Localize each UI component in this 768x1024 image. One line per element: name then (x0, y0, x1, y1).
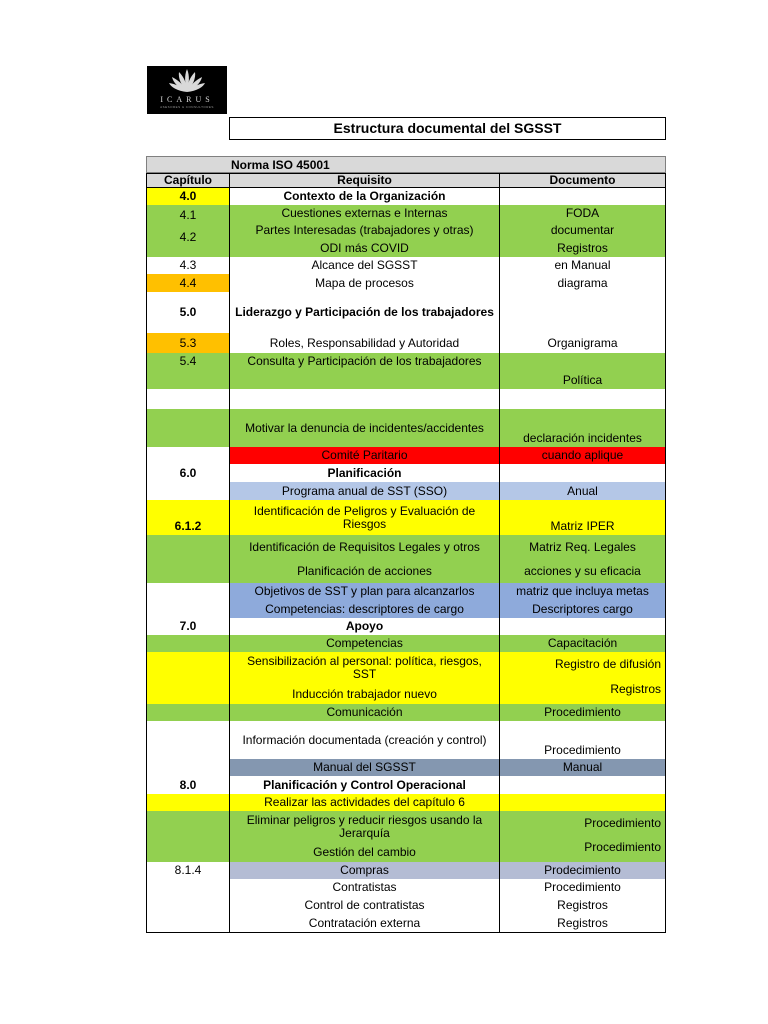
documento-text: en Manual (554, 258, 611, 272)
requisito-text: Roles, Responsabilidad y Autoridad (269, 335, 460, 350)
documento-text: Procedimiento (584, 840, 661, 855)
header-capitulo: Capítulo (146, 173, 229, 188)
cell-documento (499, 811, 666, 862)
logo-tagline: ASESORES & CONSULTORES (160, 105, 214, 109)
table-row (146, 618, 666, 635)
company-logo (147, 66, 227, 114)
cell-documento (499, 333, 666, 353)
cell-requisito (229, 500, 499, 535)
logo-brand-name: ICARUS (160, 95, 214, 104)
requisito-text: ODI más COVID (320, 240, 409, 255)
cell-requisito (229, 188, 499, 205)
cell-capitulo (146, 811, 229, 862)
table-row (146, 409, 666, 447)
cell-requisito (229, 721, 499, 759)
table-row (146, 482, 666, 500)
requisito-text: Realizar las actividades del capítulo 6 (264, 795, 465, 809)
requisito-text: Inducción trabajador nuevo (292, 686, 437, 701)
cell-capitulo: 5.3 (146, 333, 229, 353)
table-row (146, 333, 666, 353)
cell-capitulo: 5.4 (146, 353, 229, 389)
table-row (146, 257, 666, 274)
cell-documento (499, 759, 666, 776)
documento-text: FODA (565, 206, 600, 221)
cell-documento (499, 353, 666, 389)
requisito-text: Control de contratistas (304, 897, 425, 912)
cell-documento (499, 464, 666, 482)
cell-requisito (229, 811, 499, 862)
cell-documento (499, 389, 666, 409)
documento-text: Procedimiento (544, 743, 621, 757)
cell-requisito (229, 618, 499, 635)
documento-text: declaración incidentes (523, 431, 642, 445)
requisito-text: Información documentada (creación y control) (242, 732, 487, 747)
table-row (146, 353, 666, 389)
table-body (146, 188, 666, 933)
documento-text: acciones y su eficacia (524, 563, 641, 578)
table-row (146, 274, 666, 292)
cell-capitulo (146, 652, 229, 704)
table-row (146, 794, 666, 811)
cell-documento (499, 292, 666, 333)
cell-requisito (229, 652, 499, 704)
cell-capitulo (146, 635, 229, 652)
documento-text: Registro de difusión (554, 657, 661, 671)
cell-capitulo (146, 205, 229, 257)
cell-capitulo: 8.0 (146, 776, 229, 794)
cell-requisito (229, 333, 499, 353)
header-requisito: Requisito (229, 173, 499, 188)
cell-capitulo: 6.1.2 (146, 500, 229, 535)
cell-documento (499, 257, 666, 274)
requisito-text: Consulta y Participación de los trabajadores (247, 354, 482, 368)
cell-documento (499, 482, 666, 500)
table-row (146, 704, 666, 721)
requisito-text: Apoyo (345, 619, 384, 633)
documento-text: documentar (550, 223, 615, 238)
table-row (146, 635, 666, 652)
documento-text: Prodecimiento (544, 863, 621, 877)
cell-requisito (229, 389, 499, 409)
cell-requisito (229, 409, 499, 447)
table-row (146, 652, 666, 704)
cell-capitulo: 4.3 (146, 257, 229, 274)
cell-capitulo (146, 794, 229, 811)
requisito-text: Sensibilización al personal: política, riesgos, SST (247, 654, 482, 682)
requisito-text: Gestión del cambio (313, 845, 416, 859)
cell-documento (499, 618, 666, 635)
cell-documento (499, 879, 666, 932)
documento-text: Procedimiento (544, 880, 621, 895)
requisito-text: Planificación y Control Operacional (263, 777, 466, 792)
requisito-text: Eliminar peligros y reducir riesgos usando la Jerarquía (246, 813, 483, 840)
cell-documento (499, 205, 666, 257)
table-row (146, 862, 666, 879)
documento-text: diagrama (557, 275, 608, 290)
documento-text: cuando aplique (541, 448, 624, 462)
leaf-logo-icon (147, 66, 227, 96)
documento-text: matriz que incluya metas (516, 584, 649, 599)
requisito-text: Planificación (327, 465, 402, 480)
cell-requisito (229, 292, 499, 333)
table-row (146, 500, 666, 535)
table-row (146, 535, 666, 583)
cell-capitulo (146, 535, 229, 583)
requisito-text: Objetivos de SST y plan para alcanzarlos (254, 584, 475, 599)
requisito-text: Comité Paritario (321, 448, 408, 462)
table-header-row (146, 173, 666, 188)
cell-capitulo (146, 583, 229, 618)
norma-label: Norma ISO 45001 (231, 158, 330, 172)
documento-text: Capacitación (547, 636, 618, 650)
table-row (146, 447, 666, 464)
capitulo-text: 4.2 (179, 229, 197, 244)
requisito-text: Motivar la denuncia de incidentes/accidentes (245, 420, 484, 435)
documento-text: Política (562, 373, 603, 387)
table-row (146, 721, 666, 759)
documento-text: Descriptores cargo (532, 601, 633, 616)
cell-requisito (229, 759, 499, 776)
cell-capitulo: 6.0 (146, 464, 229, 482)
cell-documento (499, 704, 666, 721)
requisito-text: Mapa de procesos (315, 275, 414, 290)
cell-capitulo (146, 447, 229, 464)
cell-requisito (229, 879, 499, 932)
cell-documento (499, 535, 666, 583)
cell-requisito (229, 464, 499, 482)
requisito-text: Compras (340, 863, 389, 877)
requisito-text: Competencias (326, 636, 403, 650)
requisito-text: Contratación externa (308, 915, 421, 930)
requisito-text: Programa anual de SST (SSO) (281, 483, 448, 498)
requisito-text: Identificación de Peligros y Evaluación de Riesgos (253, 503, 476, 531)
cell-capitulo (146, 759, 229, 776)
requisito-text: Identificación de Requisitos Legales y otros (249, 539, 480, 554)
cell-documento (499, 776, 666, 794)
cell-capitulo (146, 409, 229, 447)
requisito-text: Liderazgo y Participación de los trabajadores (235, 305, 494, 319)
requisito-text: Manual del SGSST (313, 760, 416, 774)
cell-capitulo: 4.0 (146, 188, 229, 205)
table-row (146, 879, 666, 933)
documento-text: Registros (557, 897, 608, 912)
documento-text: Procedimiento (584, 815, 661, 830)
documento-text: Matriz Req. Legales (529, 539, 636, 554)
cell-capitulo (146, 721, 229, 759)
documento-text: Manual (562, 760, 603, 774)
cell-documento (499, 721, 666, 759)
documento-text: Registros (610, 682, 661, 696)
cell-capitulo (146, 879, 229, 932)
cell-documento (499, 583, 666, 618)
table-row (146, 205, 666, 257)
documento-text: Registros (557, 240, 608, 255)
cell-capitulo (146, 704, 229, 721)
cell-documento (499, 794, 666, 811)
cell-requisito (229, 274, 499, 292)
documento-text: Registros (557, 915, 608, 930)
documento-text: Anual (567, 483, 598, 498)
cell-documento (499, 652, 666, 704)
cell-capitulo: 5.0 (146, 292, 229, 333)
cell-documento (499, 447, 666, 464)
cell-requisito (229, 205, 499, 257)
requirements-table (146, 156, 666, 933)
table-row (146, 292, 666, 333)
cell-documento (499, 409, 666, 447)
cell-requisito (229, 776, 499, 794)
document-title: Estructura documental del SGSST (229, 117, 666, 140)
requisito-text: Contratistas (332, 880, 397, 895)
cell-requisito (229, 862, 499, 879)
cell-requisito (229, 704, 499, 721)
requisito-text: Partes Interesadas (trabajadores y otras) (255, 223, 474, 238)
table-row (146, 389, 666, 409)
requisito-text: Contexto de la Organización (283, 189, 446, 203)
documento-text: Organigrama (547, 335, 618, 350)
documento-text: Procedimiento (544, 705, 621, 719)
cell-capitulo (146, 482, 229, 500)
cell-requisito (229, 482, 499, 500)
requisito-text: Cuestiones externas e Internas (281, 206, 448, 221)
cell-documento (499, 862, 666, 879)
header-documento: Documento (499, 173, 666, 188)
cell-documento (499, 188, 666, 205)
cell-capitulo (146, 389, 229, 409)
cell-requisito (229, 535, 499, 583)
cell-capitulo: 7.0 (146, 618, 229, 635)
cell-capitulo: 8.1.4 (146, 862, 229, 879)
table-row (146, 776, 666, 794)
cell-requisito (229, 794, 499, 811)
cell-documento (499, 500, 666, 535)
cell-requisito (229, 257, 499, 274)
cell-requisito (229, 583, 499, 618)
requisito-text: Comunicación (326, 705, 403, 719)
table-row (146, 811, 666, 862)
table-row (146, 464, 666, 482)
cell-documento (499, 635, 666, 652)
table-row (146, 583, 666, 618)
cell-requisito (229, 635, 499, 652)
requisito-text: Competencias: descriptores de cargo (265, 601, 464, 616)
cell-requisito (229, 447, 499, 464)
documento-text: Matriz IPER (550, 519, 615, 533)
requisito-text: Alcance del SGSST (311, 258, 418, 272)
capitulo-text: 4.1 (179, 208, 197, 223)
requisito-text: Planificación de acciones (297, 563, 432, 578)
table-row (146, 188, 666, 205)
cell-requisito (229, 353, 499, 389)
table-row (146, 759, 666, 776)
cell-documento (499, 274, 666, 292)
norma-header (146, 156, 666, 173)
cell-capitulo: 4.4 (146, 274, 229, 292)
